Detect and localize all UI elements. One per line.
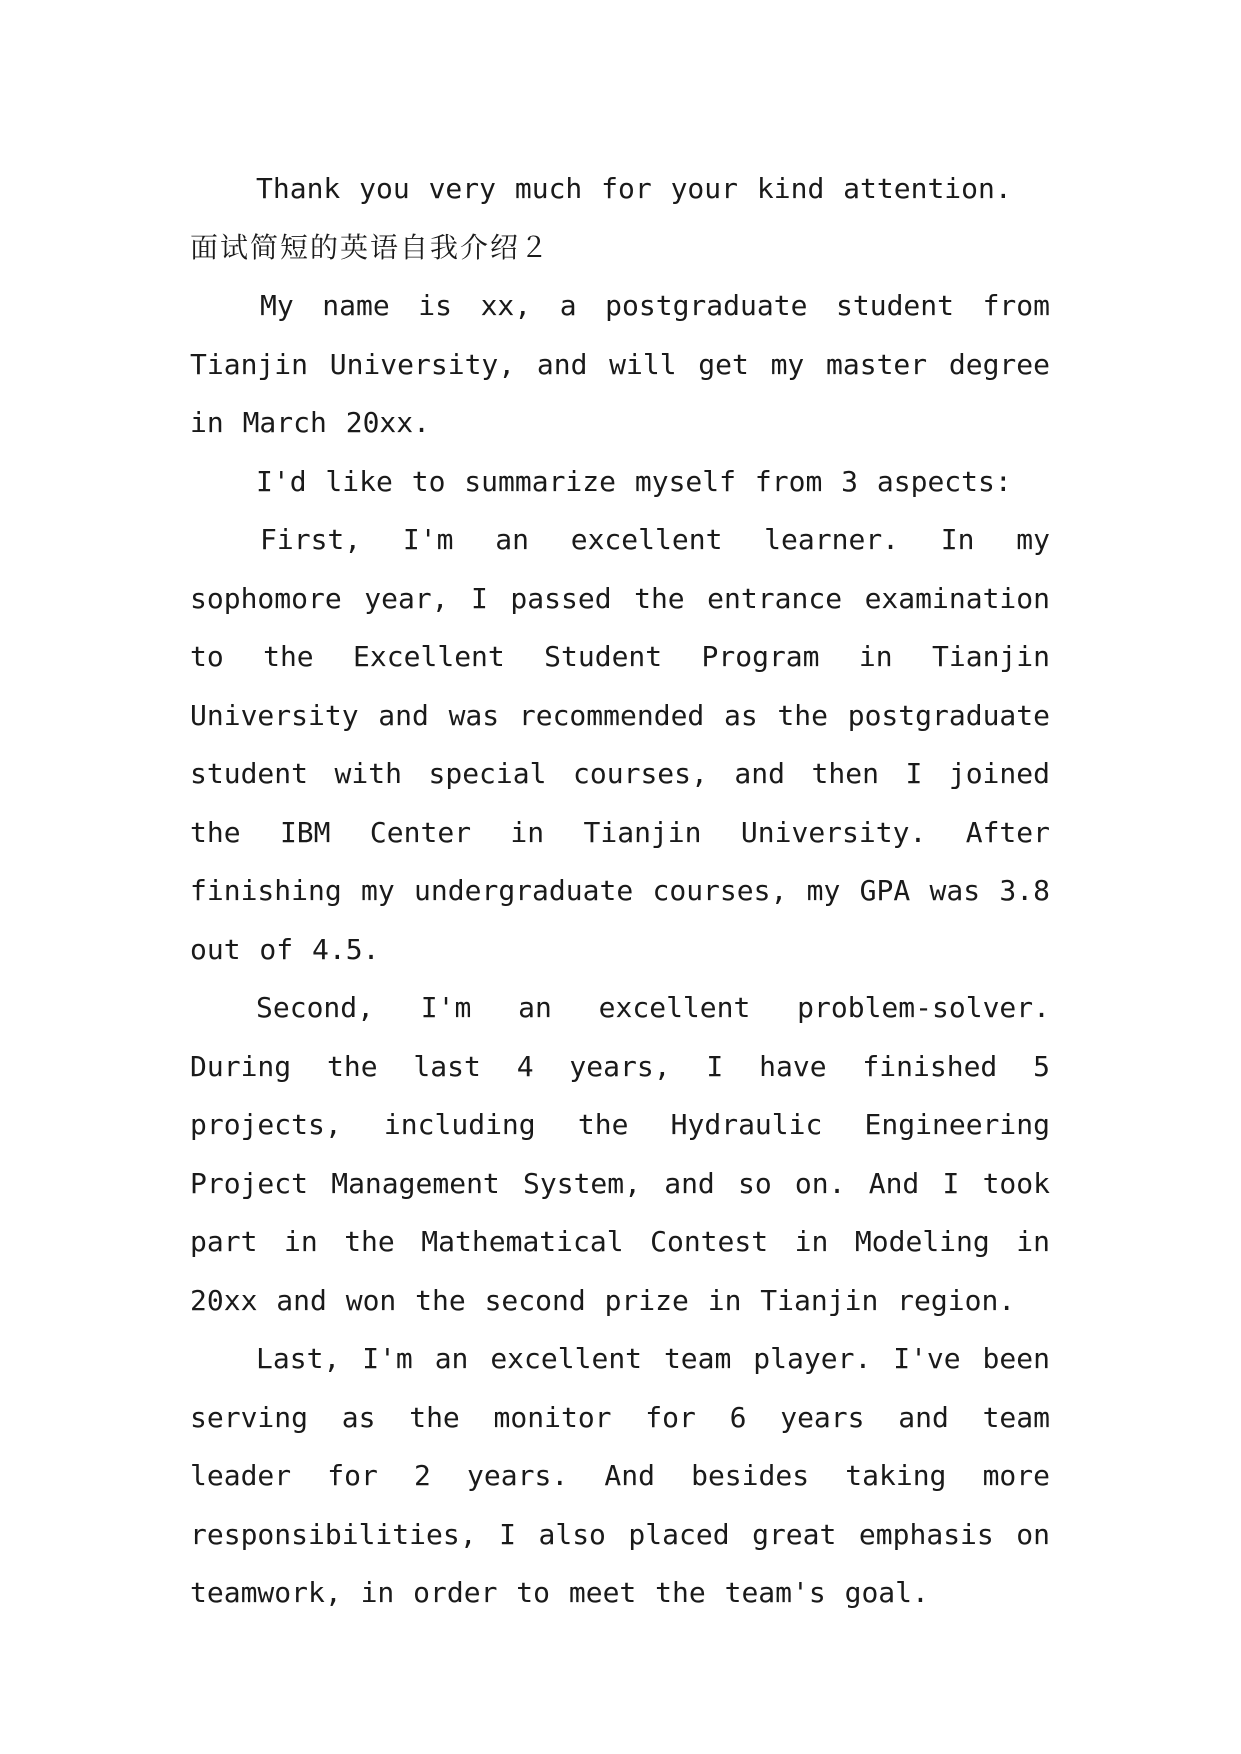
paragraph-summary-lead: I'd like to summarize myself from 3 aspects: xyxy=(256,464,1012,498)
closing-line: Thank you very much for your kind attention. xyxy=(256,172,1012,205)
paragraph-intro: My name is xx, a postgraduate student from Tianjin University, and will get my master degree in March 20xx. xyxy=(190,289,1050,439)
document-body xyxy=(190,160,1050,1623)
paragraph-learner: First, I'm an excellent learner. In my sophomore year, I passed the entrance examination to the Excellent Student Program in Tianjin University and was recommended as the postgraduate student with special courses, and then I joined the IBM Center in Tianjin University. After finishing my undergraduate courses, my GPA was 3.8 out of 4.5. xyxy=(190,523,1050,966)
paragraph-problem-solver: Second, I'm an excellent problem-solver. During the last 4 years, I have finished 5 projects, including the Hydraulic Engineering Project Management System, and so on. And I took part in the Mathematical Contest in Modeling in 20xx and won the second prize in Tianjin region. xyxy=(190,991,1050,1317)
section-title: 面试简短的英语自我介绍２ xyxy=(190,230,551,264)
paragraph-team-player: Last, I'm an excellent team player. I've been serving as the monitor for 6 years and team leader for 2 years. And besides taking more responsibilities, I also placed great emphasis on teamwork, in order to meet the team's goal. xyxy=(190,1342,1050,1609)
